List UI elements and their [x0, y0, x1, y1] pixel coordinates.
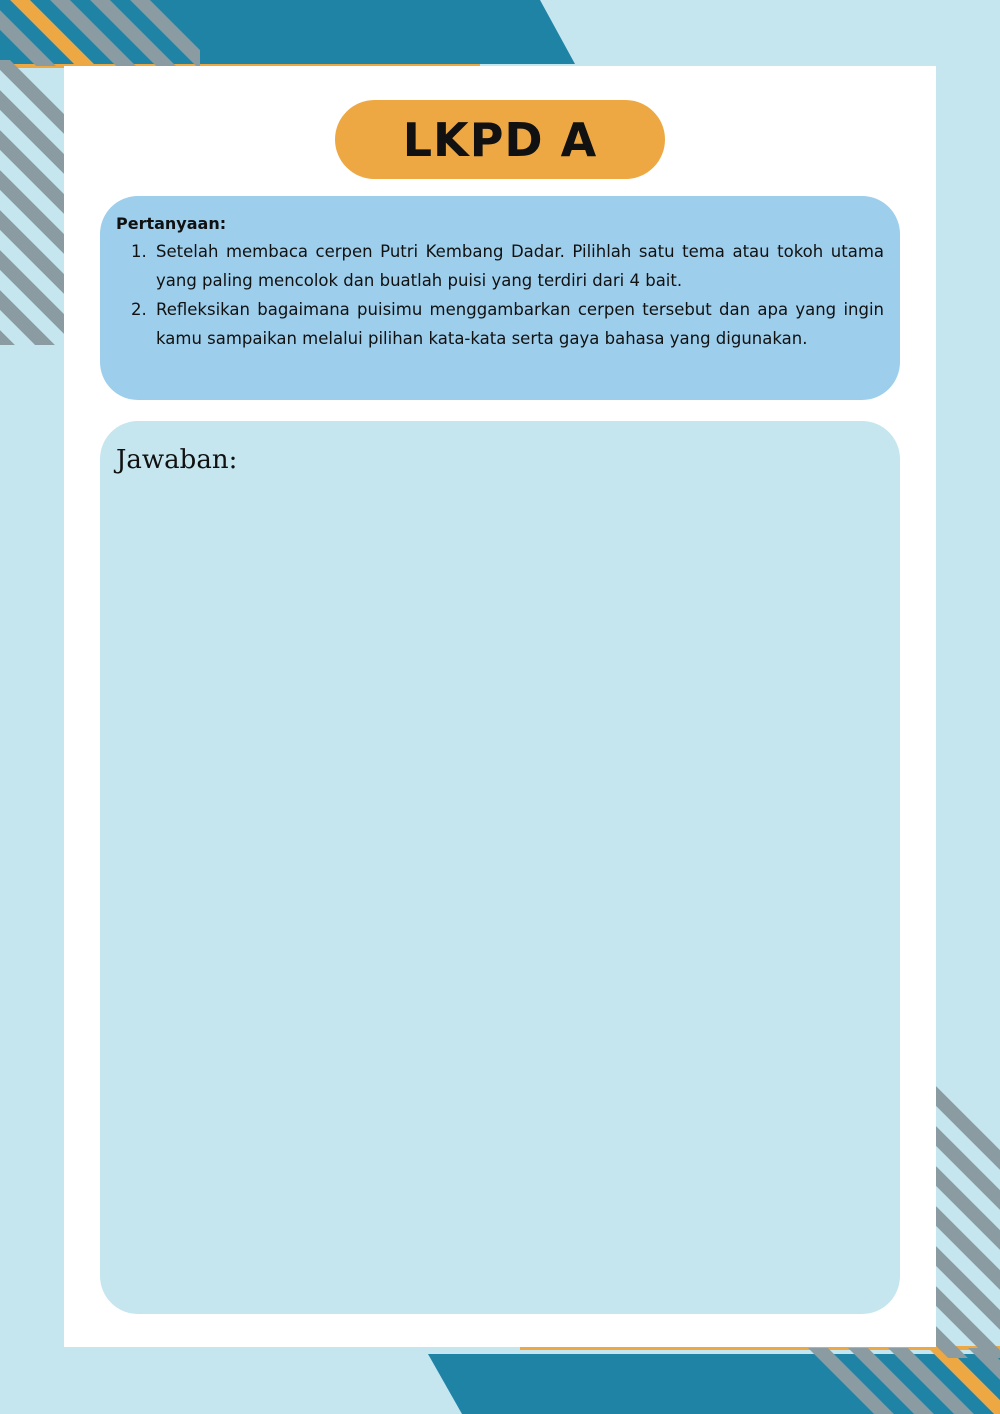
- question-list: [116, 237, 884, 353]
- question-item: 2. Refleksikan bagaimana puisimu menggambarkan cerpen tersebut dan apa yang ingin kamu sampaikan melalui pilihan kata-kata serta gaya bahasa yang digunakan.: [152, 295, 884, 353]
- worksheet-title: LKPD A: [335, 100, 665, 179]
- answer-area[interactable]: [100, 421, 900, 1314]
- question-item: 1. Setelah membaca cerpen Putri Kembang Dadar. Pilihlah satu tema atau tokoh utama yang paling mencolok dan buatlah puisi yang terdiri dari 4 bait.: [152, 237, 884, 295]
- questions-heading: Pertanyaan:: [116, 214, 227, 233]
- question-box: [100, 196, 900, 400]
- answer-label: Jawaban:: [116, 445, 238, 475]
